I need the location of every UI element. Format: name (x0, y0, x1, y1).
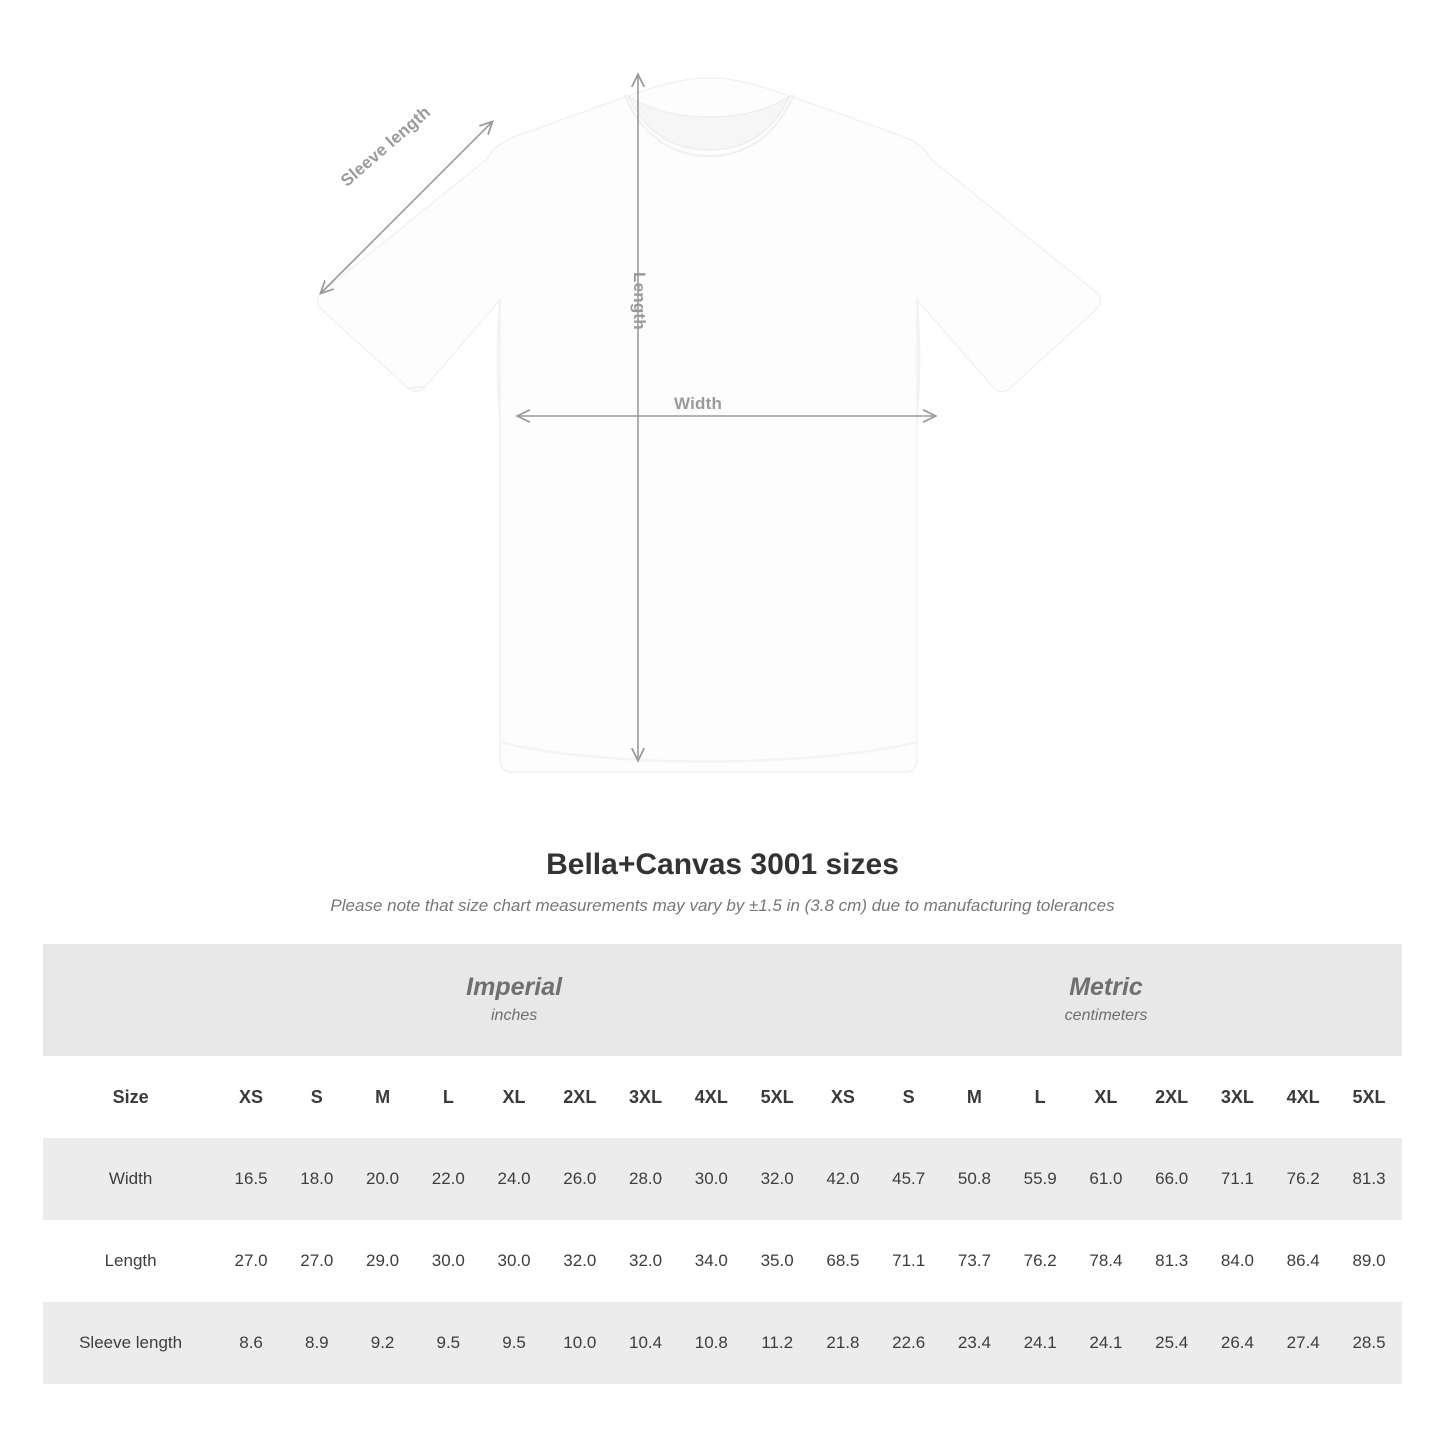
cell-sleeve: 24.1 (1007, 1302, 1073, 1384)
cell-length: 34.0 (678, 1220, 744, 1302)
cell-sleeve: 9.2 (350, 1302, 416, 1384)
row-label-sleeve-length: Sleeve length (43, 1302, 218, 1384)
size-col-header: XL (1073, 1056, 1139, 1138)
size-header-label: Size (43, 1056, 218, 1138)
cell-length: 68.5 (810, 1220, 876, 1302)
cell-length: 35.0 (744, 1220, 810, 1302)
page-title: Bella+Canvas 3001 sizes (546, 848, 899, 881)
size-col-header: L (415, 1056, 481, 1138)
cell-width: 55.9 (1007, 1138, 1073, 1220)
size-col-header: 2XL (1139, 1056, 1205, 1138)
title-block (0, 848, 1445, 916)
cell-width: 45.7 (876, 1138, 942, 1220)
cell-sleeve: 28.5 (1336, 1302, 1402, 1384)
table-row-width (43, 1138, 1402, 1220)
cell-width: 18.0 (284, 1138, 350, 1220)
size-col-header: XS (218, 1056, 284, 1138)
cell-length: 71.1 (876, 1220, 942, 1302)
table-row-length (43, 1220, 1402, 1302)
cell-sleeve: 24.1 (1073, 1302, 1139, 1384)
cell-sleeve: 10.8 (678, 1302, 744, 1384)
cell-length: 32.0 (613, 1220, 679, 1302)
tolerance-note: Please note that size chart measurements may vary by ±1.5 in (3.8 cm) due to manufacturing tolerances (330, 896, 1115, 915)
cell-width: 50.8 (942, 1138, 1008, 1220)
cell-width: 76.2 (1270, 1138, 1336, 1220)
cell-width: 42.0 (810, 1138, 876, 1220)
cell-sleeve: 10.4 (613, 1302, 679, 1384)
unit-group-imperial (218, 944, 810, 1056)
unit-imperial-name: Imperial (466, 972, 563, 1001)
unit-imperial-sub: inches (490, 1006, 538, 1024)
tshirt-shape (317, 78, 1100, 772)
unit-metric-name: Metric (1069, 972, 1143, 1001)
size-col-header: 4XL (1270, 1056, 1336, 1138)
unit-header-row (43, 944, 1402, 1056)
row-label-width: Width (43, 1138, 218, 1220)
cell-width: 66.0 (1139, 1138, 1205, 1220)
cell-width: 20.0 (350, 1138, 416, 1220)
size-col-header: XL (481, 1056, 547, 1138)
sleeve-length-label: Sleeve length (337, 102, 435, 191)
cell-sleeve: 27.4 (1270, 1302, 1336, 1384)
cell-sleeve: 8.9 (284, 1302, 350, 1384)
size-table (43, 944, 1402, 1384)
size-header-row (43, 1056, 1402, 1138)
unit-header-spacer (43, 944, 218, 1056)
cell-length: 29.0 (350, 1220, 416, 1302)
row-label-length: Length (43, 1220, 218, 1302)
cell-length: 30.0 (481, 1220, 547, 1302)
cell-length: 86.4 (1270, 1220, 1336, 1302)
unit-metric-sub: centimeters (1064, 1006, 1148, 1024)
cell-sleeve: 21.8 (810, 1302, 876, 1384)
unit-group-metric (810, 944, 1402, 1056)
size-col-header: 4XL (678, 1056, 744, 1138)
size-col-header: L (1007, 1056, 1073, 1138)
size-col-header: 3XL (613, 1056, 679, 1138)
size-table-wrap (43, 944, 1402, 1384)
size-col-header: 5XL (1336, 1056, 1402, 1138)
cell-width: 81.3 (1336, 1138, 1402, 1220)
cell-width: 16.5 (218, 1138, 284, 1220)
size-col-header: S (876, 1056, 942, 1138)
cell-width: 32.0 (744, 1138, 810, 1220)
cell-sleeve: 22.6 (876, 1302, 942, 1384)
cell-width: 22.0 (415, 1138, 481, 1220)
cell-length: 84.0 (1205, 1220, 1271, 1302)
cell-sleeve: 11.2 (744, 1302, 810, 1384)
size-col-header: 2XL (547, 1056, 613, 1138)
size-col-header: 3XL (1205, 1056, 1271, 1138)
cell-sleeve: 25.4 (1139, 1302, 1205, 1384)
cell-sleeve: 9.5 (481, 1302, 547, 1384)
cell-width: 24.0 (481, 1138, 547, 1220)
cell-length: 27.0 (218, 1220, 284, 1302)
table-row-sleeve-length (43, 1302, 1402, 1384)
size-col-header: M (942, 1056, 1008, 1138)
cell-length: 30.0 (415, 1220, 481, 1302)
cell-sleeve: 23.4 (942, 1302, 1008, 1384)
cell-length: 78.4 (1073, 1220, 1139, 1302)
width-label: Width (674, 394, 723, 413)
size-col-header: M (350, 1056, 416, 1138)
cell-width: 61.0 (1073, 1138, 1139, 1220)
size-col-header: S (284, 1056, 350, 1138)
cell-width: 30.0 (678, 1138, 744, 1220)
cell-length: 81.3 (1139, 1220, 1205, 1302)
size-col-header: XS (810, 1056, 876, 1138)
cell-length: 89.0 (1336, 1220, 1402, 1302)
size-col-header: 5XL (744, 1056, 810, 1138)
cell-width: 71.1 (1205, 1138, 1271, 1220)
length-label: Length (630, 272, 649, 330)
cell-length: 73.7 (942, 1220, 1008, 1302)
cell-sleeve: 10.0 (547, 1302, 613, 1384)
cell-length: 76.2 (1007, 1220, 1073, 1302)
cell-sleeve: 26.4 (1205, 1302, 1271, 1384)
cell-width: 28.0 (613, 1138, 679, 1220)
cell-length: 27.0 (284, 1220, 350, 1302)
cell-length: 32.0 (547, 1220, 613, 1302)
cell-sleeve: 9.5 (415, 1302, 481, 1384)
cell-width: 26.0 (547, 1138, 613, 1220)
cell-sleeve: 8.6 (218, 1302, 284, 1384)
